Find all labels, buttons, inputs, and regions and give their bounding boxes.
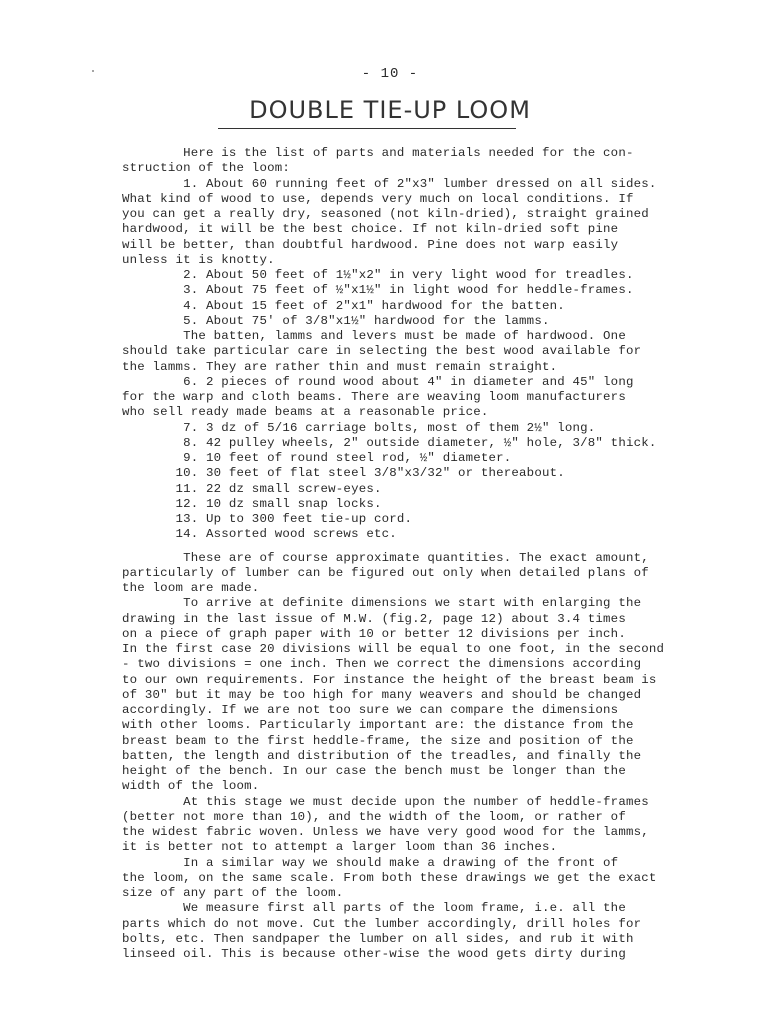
text-line: - two divisions = one inch. Then we correct the dimensions according — [122, 657, 642, 672]
text-line: Here is the list of parts and materials needed for the con- — [122, 146, 634, 160]
text-line: to our own requirements. For instance the height of the breast beam is — [122, 672, 657, 687]
text-line: you can get a really dry, seasoned (not kiln-dried), straight grained — [122, 207, 649, 221]
text-line: 1. About 60 running feet of 2"x3" lumber dressed on all sides. — [122, 176, 657, 191]
text-line: 4. About 15 feet of 2"x1" hardwood for the batten. — [122, 298, 565, 313]
text-line: the loom are made. — [122, 581, 260, 595]
text-line: on a piece of graph paper with 10 or better 12 divisions per inch. — [122, 626, 626, 641]
text-line: 2. About 50 feet of 1½"x2" in very light wood for treadles. — [122, 268, 634, 282]
text-line: the lamms. They are rather thin and must remain straight. — [122, 359, 558, 374]
page-title: DOUBLE TIE-UP LOOM — [249, 96, 531, 124]
text-line: with other looms. Particularly important are: the distance from the — [122, 718, 634, 733]
text-line: 3. About 75 feet of ½"x1½" in light wood for heddle-frames. — [122, 283, 634, 298]
text-line: hardwood, it will be the best choice. If not kiln-dried soft pine — [122, 222, 619, 237]
text-line: who sell ready made beams at a reasonable price. — [122, 405, 489, 420]
document-body — [122, 146, 702, 962]
page-number: - 10 - — [361, 66, 419, 82]
text-line: batten, the length and distribution of the treadles, and finally the — [122, 748, 642, 763]
text-line: 14. Assorted wood screws etc. — [122, 527, 397, 542]
text-line: particularly of lumber can be figured out only when detailed plans of — [122, 565, 649, 580]
text-line: width of the loom. — [122, 779, 260, 794]
text-line: size of any part of the loom. — [122, 886, 344, 900]
text-line: 13. Up to 300 feet tie-up cord. — [122, 512, 413, 526]
text-line: 9. 10 feet of round steel rod, ½" diameter. — [122, 451, 512, 465]
text-line: 7. 3 dz of 5/16 carriage bolts, most of them 2½" long. — [122, 420, 596, 435]
text-line — [122, 543, 702, 551]
text-line: To arrive at definite dimensions we start with enlarging the — [122, 596, 642, 611]
text-line: 5. About 75' of 3/8"x1½" hardwood for the lamms. — [122, 313, 550, 328]
text-line: unless it is knotty. — [122, 252, 275, 267]
text-line: it is better not to attempt a larger loom than 36 inches. — [122, 840, 558, 855]
text-line: 10. 30 feet of flat steel 3/8"x3/32" or thereabout. — [122, 466, 565, 481]
text-line: parts which do not move. Cut the lumber accordingly, drill holes for — [122, 916, 642, 931]
text-line: In the first case 20 divisions will be equal to one foot, in the second — [122, 642, 665, 656]
text-line: of 30" but it may be too high for many weavers and should be changed — [122, 687, 642, 702]
text-line: height of the bench. In our case the bench must be longer than the — [122, 764, 626, 778]
text-line: These are of course approximate quantities. The exact amount, — [122, 550, 649, 565]
text-line: will be better, than doubtful hardwood. Pine does not warp easily — [122, 237, 619, 252]
text-line: accordingly. If we are not too sure we can compare the dimensions — [122, 703, 619, 717]
text-line: linseed oil. This is because other-wise the wood gets dirty during — [122, 947, 626, 961]
text-line: 8. 42 pulley wheels, 2" outside diameter, ½" hole, 3/8" thick. — [122, 435, 657, 450]
text-line: struction of the loom: — [122, 161, 290, 176]
text-line: We measure first all parts of the loom frame, i.e. all the — [122, 901, 626, 916]
text-line: The batten, lamms and levers must be made of hardwood. One — [122, 329, 626, 343]
text-line: the loom, on the same scale. From both these drawings we get the exact — [122, 870, 657, 885]
text-line: for the warp and cloth beams. There are weaving loom manufacturers — [122, 390, 626, 404]
text-line: the widest fabric woven. Unless we have very good wood for the lamms, — [122, 825, 649, 839]
title-underline — [218, 128, 516, 129]
text-line: bolts, etc. Then sandpaper the lumber on all sides, and rub it with — [122, 931, 634, 946]
text-line: drawing in the last issue of M.W. (fig.2, page 12) about 3.4 times — [122, 611, 626, 626]
text-line: What kind of wood to use, depends very much on local conditions. If — [122, 191, 634, 206]
text-line: 11. 22 dz small screw-eyes. — [122, 481, 382, 496]
text-line: (better not more than 10), and the width of the loom, or rather of — [122, 809, 626, 824]
text-line: 12. 10 dz small snap locks. — [122, 496, 382, 511]
text-line: should take particular care in selecting the best wood available for — [122, 344, 642, 359]
text-line: breast beam to the first heddle-frame, the size and position of the — [122, 733, 634, 748]
text-line: At this stage we must decide upon the number of heddle-frames — [122, 794, 649, 809]
text-line: In a similar way we should make a drawing of the front of — [122, 855, 619, 870]
text-line: 6. 2 pieces of round wood about 4" in diameter and 45" long — [122, 374, 634, 389]
